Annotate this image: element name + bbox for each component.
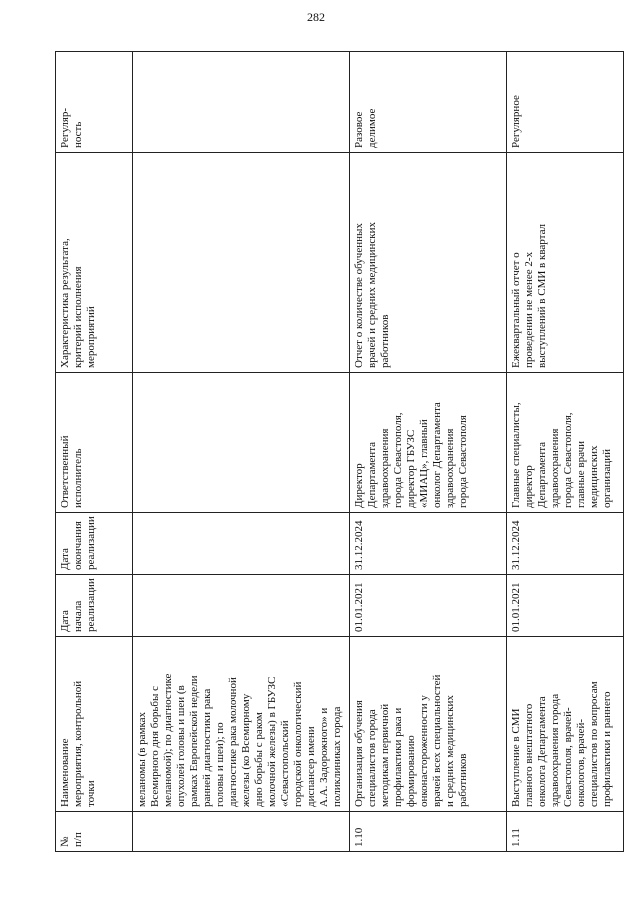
cell-result: Ежеквартальный отчет о проведении не менее 2-х выступлений в СМИ в квартал bbox=[507, 153, 624, 373]
cell-num bbox=[133, 812, 350, 852]
cell-start bbox=[133, 575, 350, 637]
cell-responsible bbox=[133, 373, 350, 513]
activities-table bbox=[55, 51, 624, 852]
header-num: № п/п bbox=[56, 812, 133, 852]
cell-start: 01.01.2021 bbox=[507, 575, 624, 637]
table-row bbox=[133, 52, 350, 852]
cell-name: Организация обучения специалистов города методикам первичной профилактики рака и формированию онконастороженности у врачей всех специальностей и средних медицинских работников bbox=[350, 637, 507, 812]
cell-start: 01.01.2021 bbox=[350, 575, 507, 637]
cell-name: Выступление в СМИ главного внештатного онколога Департамента здравоохранения города Севастополя, врачей- онкологов, врачей- специалистов по вопросам профилактики и раннего bbox=[507, 637, 624, 812]
cell-responsible: Директор Департамента здравоохранения города Севастополя, директор ГБУЗС «МИАЦ», главный онколог Департамента здравоохранения города Севастополя bbox=[350, 373, 507, 513]
header-regularity: Регуляр- ность bbox=[56, 52, 133, 153]
cell-result bbox=[133, 153, 350, 373]
table-row bbox=[507, 52, 624, 852]
cell-regularity: Регулярное bbox=[507, 52, 624, 153]
header-result: Характеристика результата, критерий исполнения мероприятий bbox=[56, 153, 133, 373]
cell-responsible: Главные специалисты, директор Департамента здравоохранения города Севастополя, главные врачи медицинских организаций bbox=[507, 373, 624, 513]
header-end: Дата окончания реализации bbox=[56, 513, 133, 575]
cell-num: 1.11 bbox=[507, 812, 624, 852]
cell-end: 31.12.2024 bbox=[350, 513, 507, 575]
header-responsible: Ответственный исполнитель bbox=[56, 373, 133, 513]
cell-regularity: Разовое делимое bbox=[350, 52, 507, 153]
header-name: Наименование мероприятия, контрольной точки bbox=[56, 637, 133, 812]
header-start: Дата начала реализации bbox=[56, 575, 133, 637]
page-number: 282 bbox=[307, 10, 325, 24]
rotated-table-container bbox=[55, 52, 613, 852]
table-viewport bbox=[55, 52, 613, 852]
cell-end bbox=[133, 513, 350, 575]
cell-name: меланомы (в рамках Всемирного дня борьбы с меланомой); по диагностике опухолей головы и шеи (в рамках Европейской недели ранней диагностики рака головы и шеи); по диагностике рака молочной железы (ко Всемирному дню борьбы с раком молочной железы) в ГБУЗС «Севастопольский городской онкологический диспансер имени А.А. Задорожного» и поликлиниках города bbox=[133, 637, 350, 812]
cell-end: 31.12.2024 bbox=[507, 513, 624, 575]
table-header-row bbox=[56, 52, 133, 852]
table-row bbox=[350, 52, 507, 852]
cell-regularity bbox=[133, 52, 350, 153]
cell-result: Отчет о количестве обученных врачей и средних медицинских работников bbox=[350, 153, 507, 373]
cell-num: 1.10 bbox=[350, 812, 507, 852]
